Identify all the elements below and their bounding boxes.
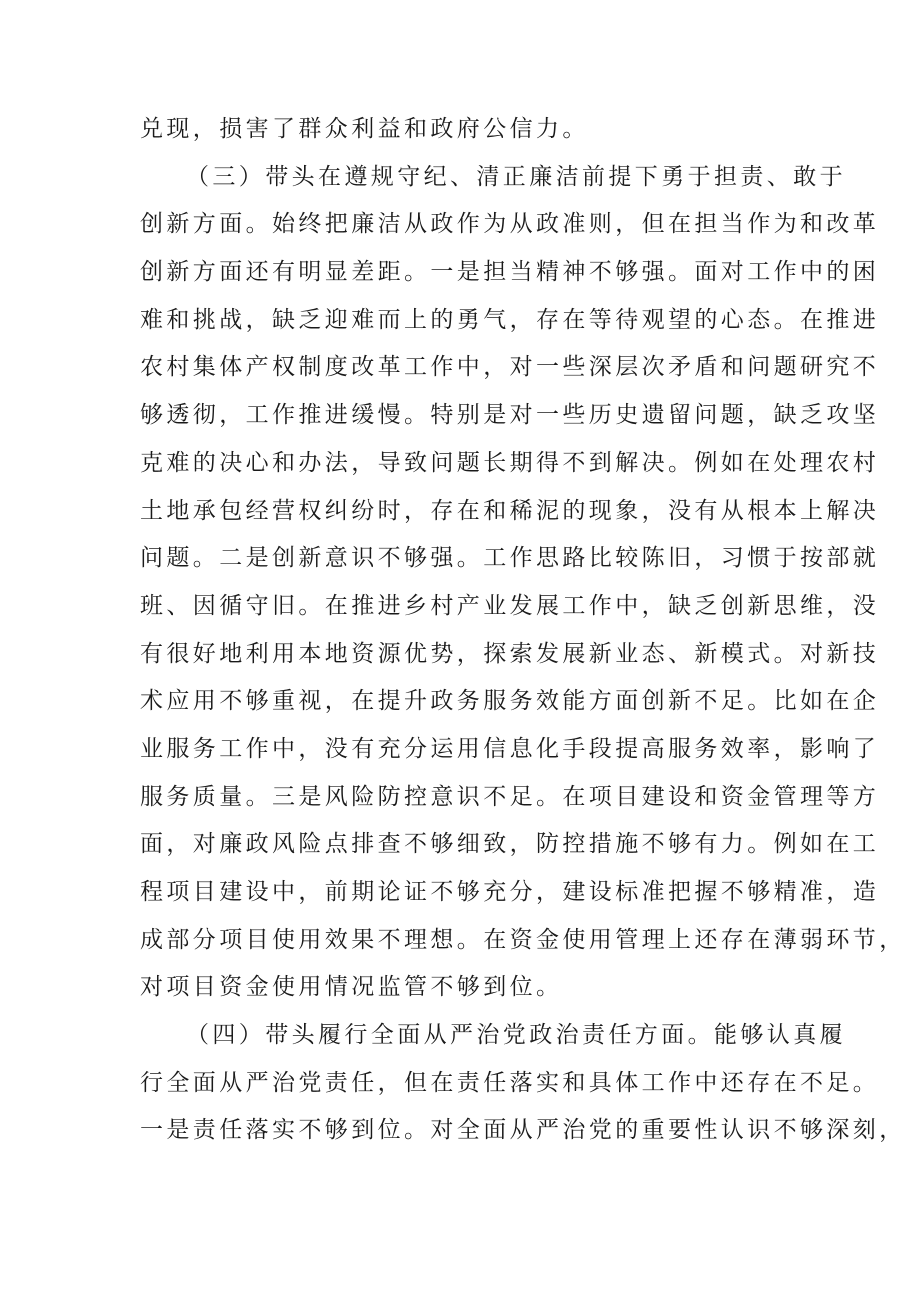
paragraph-heading-3: （三）带头在遵规守纪、清正廉洁前提下勇于担责、敢于 xyxy=(186,163,846,190)
text-line: 术应用不够重视，在提升政务服务效能方面创新不足。比如在企 xyxy=(140,688,880,715)
text-line: 成部分项目使用效果不理想。在资金使用管理上还存在薄弱环节， xyxy=(140,926,906,953)
text-line: 兑现，损害了群众利益和政府公信力。 xyxy=(140,116,589,142)
text-line: 克难的决心和办法，导致问题长期得不到解决。例如在处理农村 xyxy=(140,449,880,476)
paragraph-heading-4: （四）带头履行全面从严治党政治责任方面。能够认真履 xyxy=(186,1022,846,1049)
body-text xyxy=(140,106,906,1155)
text-line: 土地承包经营权纠纷时，存在和稀泥的现象，没有从根本上解决 xyxy=(140,497,880,524)
text-line: 有很好地利用本地资源优势，探索发展新业态、新模式。对新技 xyxy=(140,640,880,667)
text-line: 服务质量。三是风险防控意识不足。在项目建设和资金管理等方 xyxy=(140,783,880,810)
text-line: 行全面从严治党责任，但在责任落实和具体工作中还存在不足。 xyxy=(140,1069,880,1096)
text-line: 业服务工作中，没有充分运用信息化手段提高服务效率，影响了 xyxy=(140,735,880,762)
text-line: 创新方面还有明显差距。一是担当精神不够强。面对工作中的困 xyxy=(140,259,880,286)
text-line: 问题。二是创新意识不够强。工作思路比较陈旧，习惯于按部就 xyxy=(140,545,880,572)
text-line: 班、因循守旧。在推进乡村产业发展工作中，缺乏创新思维，没 xyxy=(140,592,880,619)
text-line: 一是责任落实不够到位。对全面从严治党的重要性认识不够深刻， xyxy=(140,1117,906,1144)
text-line: 对项目资金使用情况监管不够到位。 xyxy=(140,974,563,1001)
text-line: 面，对廉政风险点排查不够细致，防控措施不够有力。例如在工 xyxy=(140,831,880,858)
text-line: 创新方面。始终把廉洁从政作为从政准则，但在担当作为和改革 xyxy=(140,211,880,238)
text-line: 程项目建设中，前期论证不够充分，建设标准把握不够精准，造 xyxy=(140,879,880,905)
text-line: 难和挑战，缺乏迎难而上的勇气，存在等待观望的心态。在推进 xyxy=(140,306,880,333)
text-line: 够透彻，工作推进缓慢。特别是对一些历史遗留问题，缺乏攻坚 xyxy=(140,402,880,429)
text-line: 农村集体产权制度改革工作中，对一些深层次矛盾和问题研究不 xyxy=(140,354,880,381)
